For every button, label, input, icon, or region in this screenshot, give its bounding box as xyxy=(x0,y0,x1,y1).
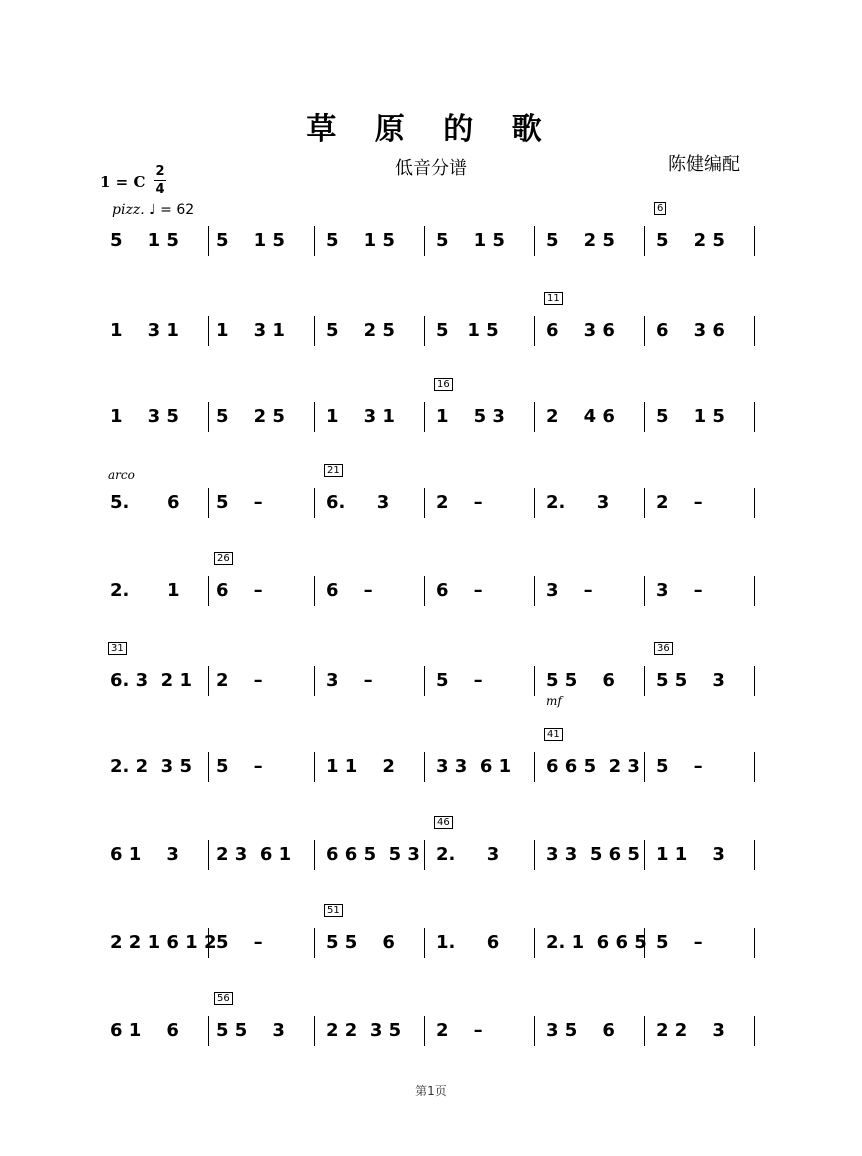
quarter-note-icon: ♩ xyxy=(149,202,156,218)
barline xyxy=(754,752,755,782)
measure xyxy=(652,400,758,440)
barline xyxy=(534,316,535,346)
measure-notes: 1. 6 xyxy=(436,932,500,953)
measure-notes: 6. 3 xyxy=(326,492,390,513)
page-number: 第1页 xyxy=(415,1084,447,1098)
measure-notes: 5 – xyxy=(436,670,483,691)
rehearsal-marker: 41 xyxy=(544,728,563,741)
measure-notes: 5 1 5 xyxy=(110,230,179,251)
measure xyxy=(106,574,212,614)
dynamic-mark: mf xyxy=(546,694,562,708)
rehearsal-marker: 36 xyxy=(654,642,673,655)
barline xyxy=(754,1016,755,1046)
barline xyxy=(644,576,645,606)
measure xyxy=(322,664,428,704)
measure-notes: 5 2 5 xyxy=(326,320,395,341)
barline xyxy=(424,226,425,256)
measure xyxy=(432,817,538,878)
measure xyxy=(652,750,758,790)
measure xyxy=(106,314,212,354)
measure xyxy=(322,1014,428,1054)
key-signature: 1 = C xyxy=(100,173,146,191)
arranger-credit: 陈健编配 xyxy=(668,154,740,175)
measure xyxy=(542,574,648,614)
measure-notes: 3 – xyxy=(656,580,703,601)
measure-notes: 2 – xyxy=(656,492,703,513)
barline xyxy=(208,226,209,256)
measure xyxy=(542,400,648,440)
score-line xyxy=(106,817,766,878)
measure xyxy=(652,643,758,704)
barline xyxy=(644,488,645,518)
barline xyxy=(644,402,645,432)
measure-notes: 2 2 1 6 1 2 xyxy=(110,932,217,953)
measure-notes: 6 6 5 2 3 xyxy=(546,756,640,777)
barline xyxy=(754,488,755,518)
measure xyxy=(542,224,648,264)
measure xyxy=(212,750,318,790)
measure xyxy=(106,224,212,264)
measure xyxy=(432,1014,538,1054)
barline xyxy=(314,226,315,256)
barline xyxy=(314,576,315,606)
measure xyxy=(212,838,318,878)
measure xyxy=(432,750,538,790)
score-line xyxy=(106,379,766,440)
tempo-value: = 62 xyxy=(160,202,195,218)
barline xyxy=(208,488,209,518)
score-line xyxy=(106,993,766,1054)
measure xyxy=(322,574,428,614)
measure-notes: 5. 6 xyxy=(110,492,180,513)
measure xyxy=(212,224,318,264)
measure-notes: 3 – xyxy=(546,580,593,601)
measure xyxy=(106,838,212,878)
measure-notes: 3 3 6 1 xyxy=(436,756,512,777)
tempo-technique: pizz. xyxy=(112,202,145,218)
measure xyxy=(212,926,318,966)
measure-notes: 5 1 5 xyxy=(326,230,395,251)
measure xyxy=(322,224,428,264)
measure xyxy=(432,224,538,264)
page-title: 草 原 的 歌 xyxy=(306,112,556,147)
measure-notes: 2 2 3 5 xyxy=(326,1020,402,1041)
measure-notes: 3 3 5 6 5 xyxy=(546,844,640,865)
measure-notes: 6 – xyxy=(216,580,263,601)
measure-notes: 6 3 6 xyxy=(656,320,725,341)
barline xyxy=(424,316,425,346)
measure xyxy=(652,314,758,354)
rehearsal-marker: 31 xyxy=(108,642,127,655)
barline xyxy=(208,1016,209,1046)
measure xyxy=(212,486,318,526)
rehearsal-marker: 6 xyxy=(654,202,666,215)
measure xyxy=(542,664,648,708)
measure-notes: 5 2 5 xyxy=(656,230,725,251)
measure xyxy=(432,926,538,966)
score-line xyxy=(106,465,766,526)
measure-notes: 2 2 3 xyxy=(656,1020,725,1041)
measure-notes: 2. 3 xyxy=(546,492,610,513)
measure-notes: 5 5 3 xyxy=(216,1020,285,1041)
rehearsal-marker: 11 xyxy=(544,292,563,305)
barline xyxy=(424,928,425,958)
rehearsal-marker: 26 xyxy=(214,552,233,565)
measure xyxy=(652,1014,758,1054)
measure-notes: 1 5 3 xyxy=(436,406,505,427)
measure xyxy=(432,314,538,354)
rehearsal-marker: 51 xyxy=(324,904,343,917)
barline xyxy=(754,402,755,432)
barline xyxy=(754,316,755,346)
measure-notes: 2 4 6 xyxy=(546,406,615,427)
measure-notes: 5 5 3 xyxy=(656,670,725,691)
measure-notes: 5 5 6 xyxy=(326,932,395,953)
rehearsal-marker: 46 xyxy=(434,816,453,829)
measure-notes: 1 3 1 xyxy=(326,406,395,427)
barline xyxy=(754,576,755,606)
barline xyxy=(208,316,209,346)
barline xyxy=(424,666,425,696)
rehearsal-marker: 56 xyxy=(214,992,233,1005)
measure-notes: 1 3 1 xyxy=(216,320,285,341)
measure xyxy=(652,926,758,966)
measure-notes: 5 1 5 xyxy=(656,406,725,427)
measure-notes: 3 5 6 xyxy=(546,1020,615,1041)
barline xyxy=(208,840,209,870)
measure-notes: 3 – xyxy=(326,670,373,691)
measure-notes: 5 – xyxy=(216,492,263,513)
barline xyxy=(314,402,315,432)
measure xyxy=(542,486,648,526)
measure-notes: 6 3 6 xyxy=(546,320,615,341)
measure-notes: 6 – xyxy=(326,580,373,601)
measure-notes: 5 2 5 xyxy=(216,406,285,427)
measure xyxy=(432,574,538,614)
measure-notes: 6 – xyxy=(436,580,483,601)
measure xyxy=(652,203,758,264)
measure xyxy=(542,293,648,354)
barline xyxy=(314,666,315,696)
measure xyxy=(322,838,428,878)
measure xyxy=(542,729,648,790)
score-line xyxy=(106,553,766,614)
barline xyxy=(424,1016,425,1046)
measure-notes: 6 1 3 xyxy=(110,844,179,865)
measure xyxy=(322,750,428,790)
measure xyxy=(106,1014,212,1054)
barline xyxy=(534,402,535,432)
measure xyxy=(322,465,428,526)
measure-notes: 1 3 1 xyxy=(110,320,179,341)
barline xyxy=(644,1016,645,1046)
barline xyxy=(314,752,315,782)
measure-notes: 2. 1 6 6 5 xyxy=(546,932,647,953)
measure-notes: 1 1 2 xyxy=(326,756,395,777)
barline xyxy=(754,666,755,696)
barline xyxy=(424,402,425,432)
barline xyxy=(754,226,755,256)
measure-notes: 6. 3 2 1 xyxy=(110,670,193,691)
time-signature-bottom: 4 xyxy=(155,182,165,197)
measure xyxy=(106,926,217,966)
barline xyxy=(534,576,535,606)
measure-notes: 2. 1 xyxy=(110,580,180,601)
measure xyxy=(106,486,212,526)
measure xyxy=(432,664,538,704)
barline xyxy=(754,928,755,958)
measure xyxy=(212,553,318,614)
barline xyxy=(644,928,645,958)
measure-notes: 6 6 5 5 3 xyxy=(326,844,420,865)
measure xyxy=(322,400,428,440)
measure xyxy=(542,926,648,966)
measure xyxy=(432,486,538,526)
measure xyxy=(652,838,758,878)
measure-notes: 1 3 5 xyxy=(110,406,179,427)
barline xyxy=(534,488,535,518)
barline xyxy=(208,576,209,606)
tempo-marking xyxy=(112,202,194,218)
measure xyxy=(542,838,648,878)
barline xyxy=(424,576,425,606)
measure-notes: 5 – xyxy=(216,756,263,777)
barline xyxy=(314,840,315,870)
measure xyxy=(212,664,318,704)
measure-notes: 2 – xyxy=(436,1020,483,1041)
measure-notes: 5 – xyxy=(656,756,703,777)
score-line xyxy=(106,293,766,354)
measure-notes: 2. 3 xyxy=(436,844,500,865)
rehearsal-marker: 16 xyxy=(434,378,453,391)
barline xyxy=(534,928,535,958)
measure xyxy=(542,1014,648,1054)
measure-notes: 5 – xyxy=(216,932,263,953)
barline xyxy=(644,226,645,256)
barline xyxy=(424,752,425,782)
measure-notes: 5 1 5 xyxy=(216,230,285,251)
measure xyxy=(652,574,758,614)
time-signature-top: 2 xyxy=(155,164,165,179)
rehearsal-marker: 21 xyxy=(324,464,343,477)
barline xyxy=(208,402,209,432)
barline xyxy=(314,488,315,518)
barline xyxy=(534,666,535,696)
expression-mark: arco xyxy=(108,468,135,482)
barline xyxy=(534,840,535,870)
barline xyxy=(208,928,209,958)
barline xyxy=(208,666,209,696)
measure xyxy=(652,486,758,526)
measure-notes: 2 – xyxy=(436,492,483,513)
measure-notes: 2 – xyxy=(216,670,263,691)
score-line xyxy=(106,729,766,790)
measure xyxy=(106,643,212,704)
measure xyxy=(212,314,318,354)
measure xyxy=(106,750,212,790)
measure xyxy=(322,314,428,354)
time-signature xyxy=(154,164,166,197)
barline xyxy=(314,1016,315,1046)
barline xyxy=(644,752,645,782)
barline xyxy=(208,752,209,782)
measure-notes: 5 2 5 xyxy=(546,230,615,251)
page-subtitle: 低音分谱 xyxy=(395,158,467,179)
measure xyxy=(106,400,212,440)
barline xyxy=(534,752,535,782)
barline xyxy=(424,488,425,518)
measure-notes: 2. 2 3 5 xyxy=(110,756,193,777)
measure-notes: 5 1 5 xyxy=(436,320,499,341)
barline xyxy=(644,666,645,696)
barline xyxy=(534,226,535,256)
score-line xyxy=(106,643,766,708)
measure-notes: 1 1 3 xyxy=(656,844,725,865)
measure xyxy=(212,993,318,1054)
barline xyxy=(644,840,645,870)
barline xyxy=(424,840,425,870)
measure xyxy=(432,379,538,440)
barline xyxy=(644,316,645,346)
measure-notes: 6 1 6 xyxy=(110,1020,179,1041)
measure xyxy=(212,400,318,440)
barline xyxy=(754,840,755,870)
score-line xyxy=(106,905,766,966)
barline xyxy=(314,316,315,346)
measure-notes: 5 5 6 xyxy=(546,670,615,691)
barline xyxy=(534,1016,535,1046)
measure-notes: 2 3 6 1 xyxy=(216,844,292,865)
barline xyxy=(314,928,315,958)
measure xyxy=(322,905,428,966)
measure-notes: 5 – xyxy=(656,932,703,953)
measure-notes: 5 1 5 xyxy=(436,230,505,251)
